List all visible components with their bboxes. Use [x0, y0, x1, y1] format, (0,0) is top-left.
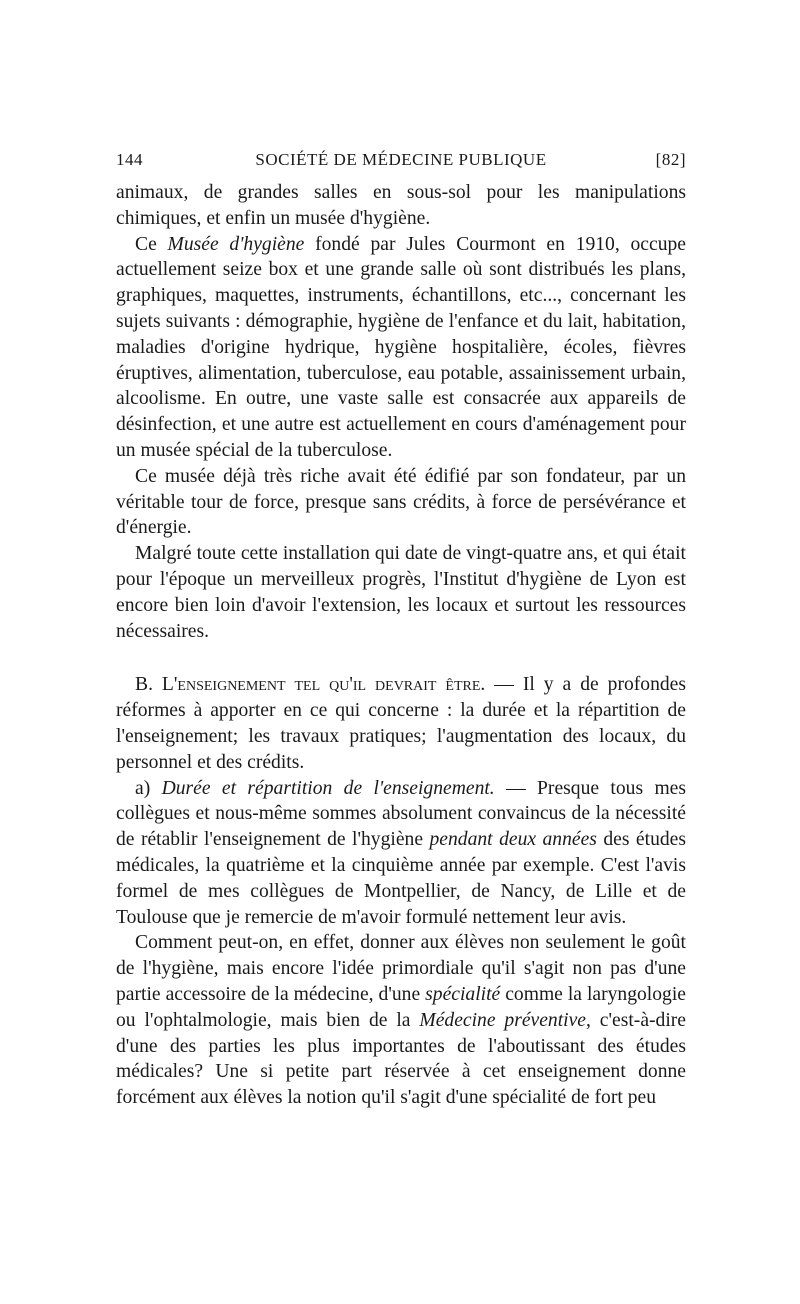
emphasis-italic: pendant deux années [429, 829, 597, 851]
page-number: 144 [116, 150, 143, 169]
paragraph-7-text-end: , c'est-à-dire d'une des parties les plus importantes de l'aboutissant des études médicales? Une si petite part réservée à cet enseignement donne forcément aux élèves la notion qu'il s'agit d'une spécialité de fort peu [116, 1009, 687, 1109]
paragraph-7 [116, 930, 686, 1111]
emphasis-italic: Médecine préventive [419, 1009, 587, 1031]
section-heading: B. L'enseignement tel qu'il devrait être. [135, 674, 486, 696]
subsection-heading-italic: Durée et répartition de l'enseignement. [161, 777, 495, 799]
emphasis-italic: spécialité [425, 983, 501, 1005]
paragraph-4: Malgré toute cette installation qui date de vingt-quatre ans, et qui était pour l'époque un merveilleux progrès, l'Institut d'hygiène de Lyon est encore bien loin d'avoir l'extension, les locaux et surtout les ressources nécessaires. [116, 543, 686, 642]
subsection-marker: a) [135, 777, 162, 799]
paragraph-3: Ce musée déjà très riche avait été édifié par son fondateur, par un véritable tour de force, presque sans crédits, à force de persévérance et d'énergie. [116, 465, 686, 539]
paragraph-6-text-end: des études médicales, la quatrième et la cinquième année par exemple. C'est l'avis formel de mes collègues de Montpellier, de Nancy, de Lille et de Toulouse que je remercie de m'avoir formulé nettement leur avis. [116, 829, 686, 928]
paragraph-6-text: — Presque tous mes collègues et nous-même sommes absolument convaincus de la nécessité de rétablir l'enseignement de l'hygiène [116, 777, 687, 851]
paragraph-2-text: fondé par Jules Courmont en 1910, occupe actuellement seize box et une grande salle où sont distribués les plans, graphiques, maquettes, instruments, échantillons, etc..., concernant les sujets suivants : démographie, hygiène de l'enfance et du lait, habitation, maladies d'origine hydrique, hygiène hospitalière, écoles, fièvres éruptives, alimentation, tuberculose, eau potable, assainissement urbain, alcoolisme. En outre, une vaste salle est consacrée aux appareils de désinfection, et une autre est actuellement en cours d'aménagement pour un musée spécial de la tuberculose. [116, 233, 686, 461]
paragraph-6 [116, 776, 686, 931]
running-title: SOCIÉTÉ DE MÉDECINE PUBLIQUE [255, 150, 547, 169]
paragraph-2-lead: Ce [135, 233, 168, 255]
body-text [116, 180, 686, 1111]
paragraph-1: animaux, de grandes salles en sous-sol pour les manipulations chimiques, et enfin un musée d'hygiène. [116, 182, 686, 229]
paragraph-2 [116, 232, 686, 464]
paragraph-5 [116, 672, 686, 775]
running-header [116, 150, 686, 174]
section-reference: [82] [655, 150, 686, 169]
paragraph-7-text-mid: comme la laryngologie ou l'ophtalmologie, mais bien de la [116, 983, 686, 1031]
paragraph-5-text: — Il y a de profondes réformes à apporter en ce qui concerne : la durée et la répartition de l'enseignement; les travaux pratiques; l'augmentation des locaux, du personnel et des crédits. [116, 674, 686, 773]
museum-name-italic: Musée d'hygiène [167, 233, 305, 255]
paragraph-7-text: Comment peut-on, en effet, donner aux élèves non seulement le goût de l'hygiène, mais encore l'idée primordiale qu'il s'agit non pas d'une partie accessoire de la médecine, d'une [116, 932, 686, 1005]
